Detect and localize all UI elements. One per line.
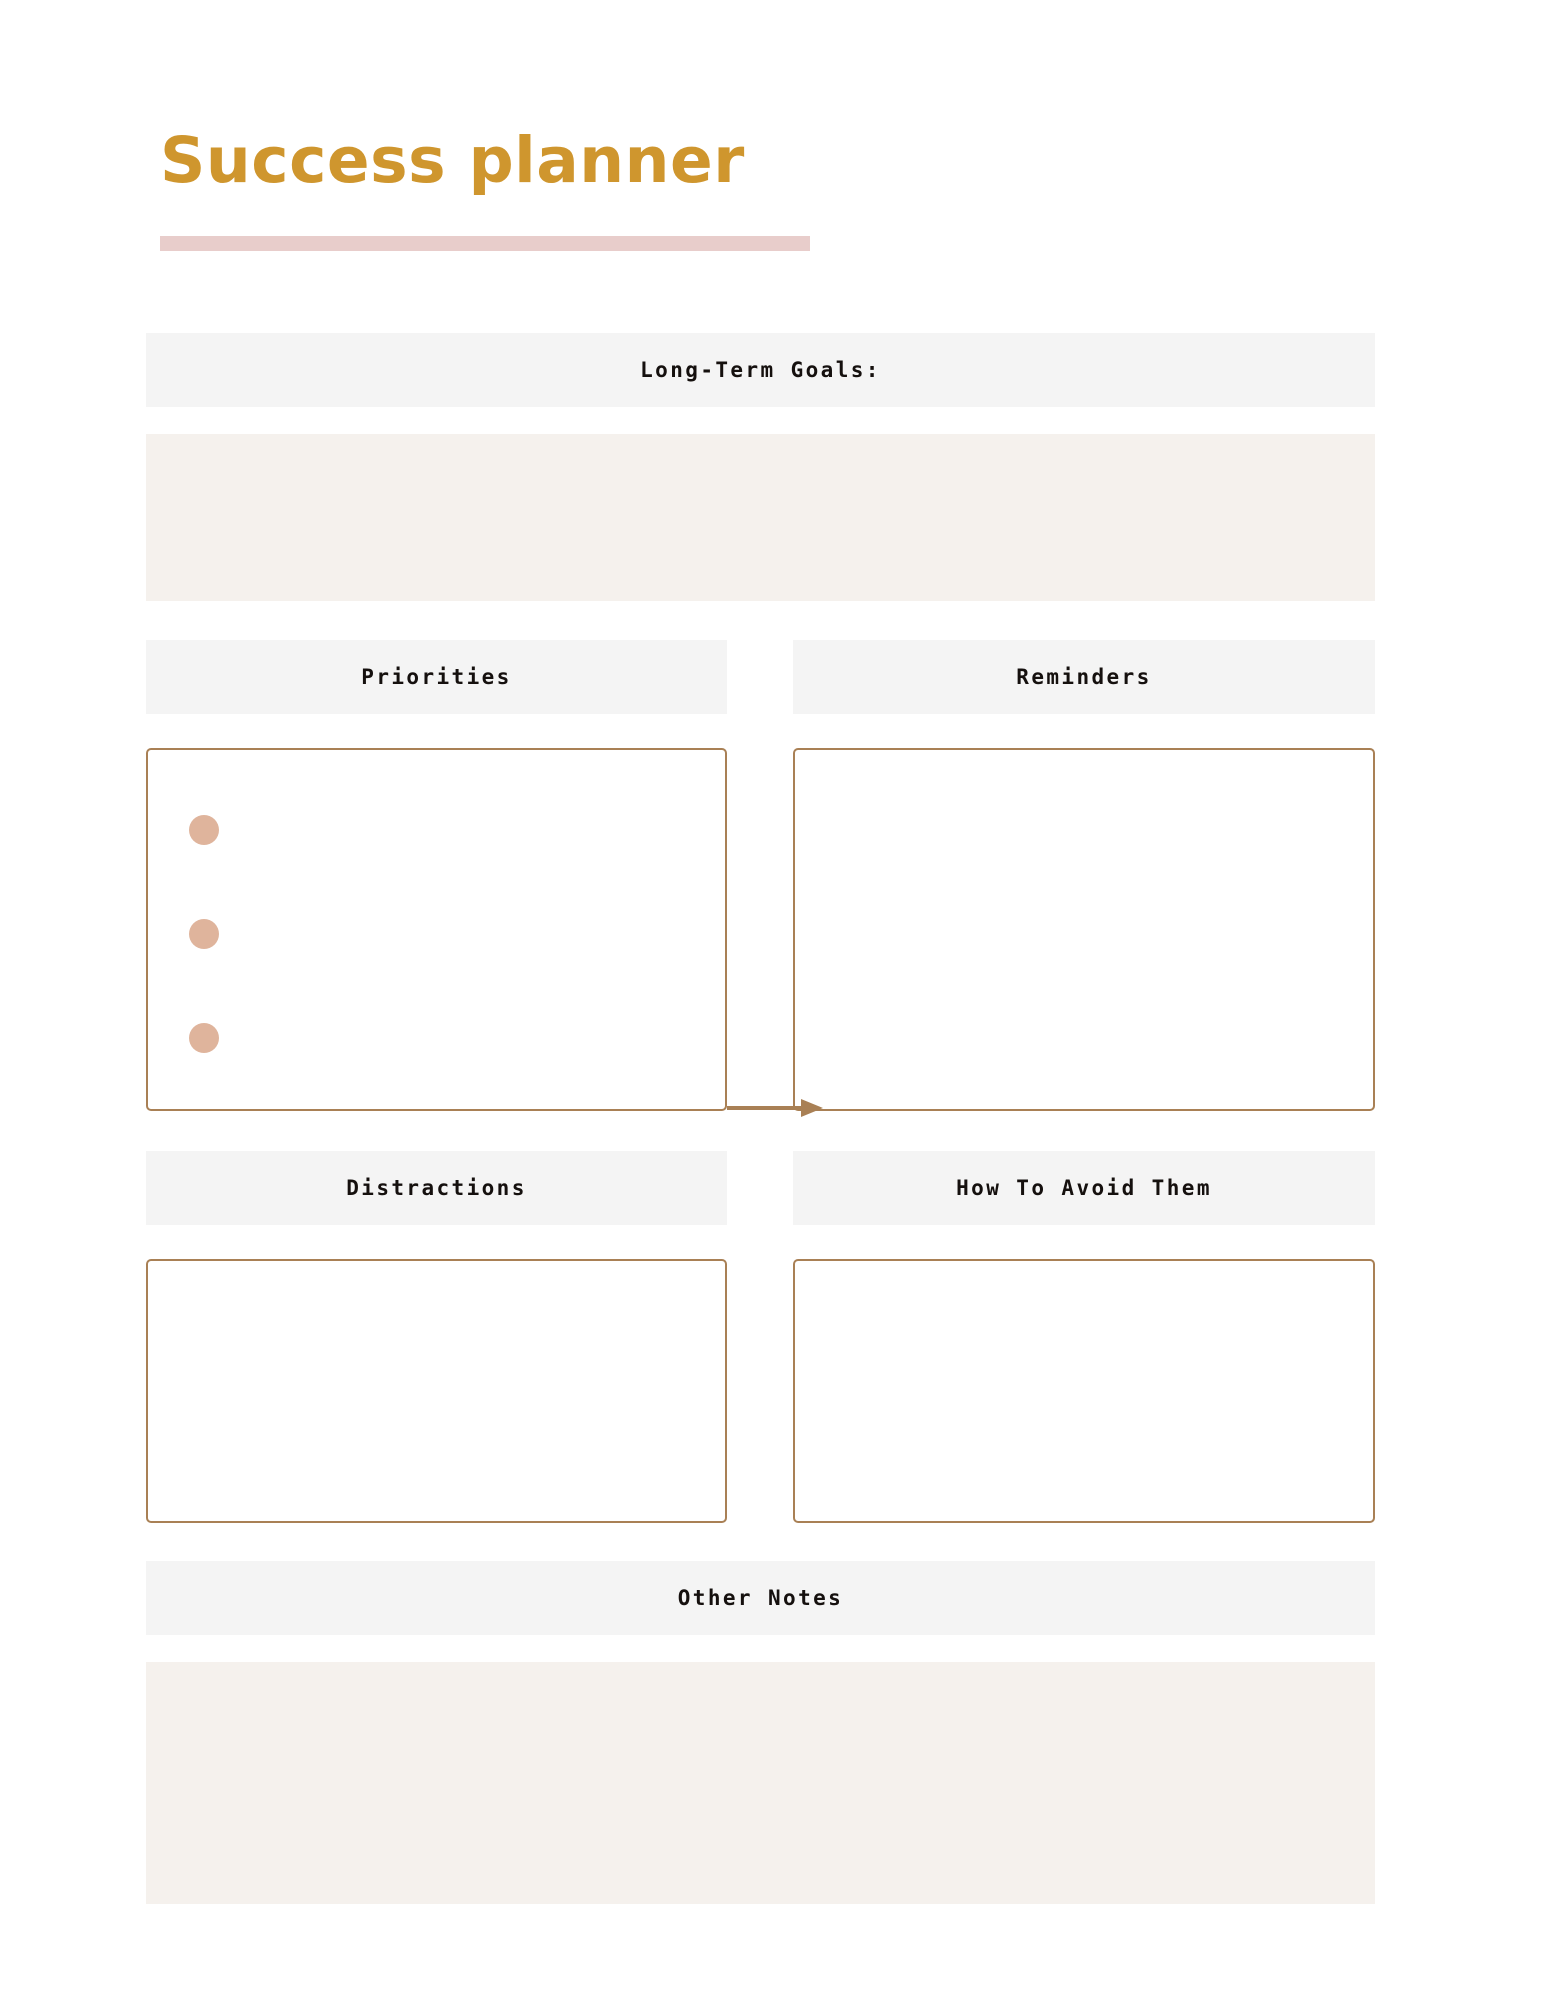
- reminders-header-label: Reminders: [1016, 665, 1152, 689]
- distractions-field[interactable]: [146, 1259, 727, 1523]
- long-term-goals-header: [146, 333, 1375, 407]
- priority-bullet-dot: [189, 919, 219, 949]
- priorities-field[interactable]: [146, 748, 727, 1111]
- reminders-header: [793, 640, 1375, 714]
- other-notes-field[interactable]: [146, 1662, 1375, 1904]
- other-notes-header-label: Other Notes: [677, 1586, 844, 1610]
- long-term-goals-field[interactable]: [146, 434, 1375, 601]
- reminders-field[interactable]: [793, 748, 1375, 1111]
- long-term-goals-header-label: Long-Term Goals:: [640, 358, 881, 382]
- distractions-header-label: Distractions: [346, 1176, 527, 1200]
- priority-bullet-dot: [189, 1023, 219, 1053]
- priorities-header-label: Priorities: [361, 665, 512, 689]
- page-title: Success planner: [160, 124, 745, 197]
- priority-bullet-dot: [189, 815, 219, 845]
- distractions-header: [146, 1151, 727, 1225]
- flow-arrow-icon: [727, 1094, 823, 1122]
- title-underline-rule: [160, 236, 810, 251]
- how-to-avoid-them-field[interactable]: [793, 1259, 1375, 1523]
- how-to-avoid-them-header-label: How To Avoid Them: [956, 1176, 1212, 1200]
- other-notes-header: [146, 1561, 1375, 1635]
- how-to-avoid-them-header: [793, 1151, 1375, 1225]
- priorities-header: [146, 640, 727, 714]
- title-block: [160, 124, 820, 197]
